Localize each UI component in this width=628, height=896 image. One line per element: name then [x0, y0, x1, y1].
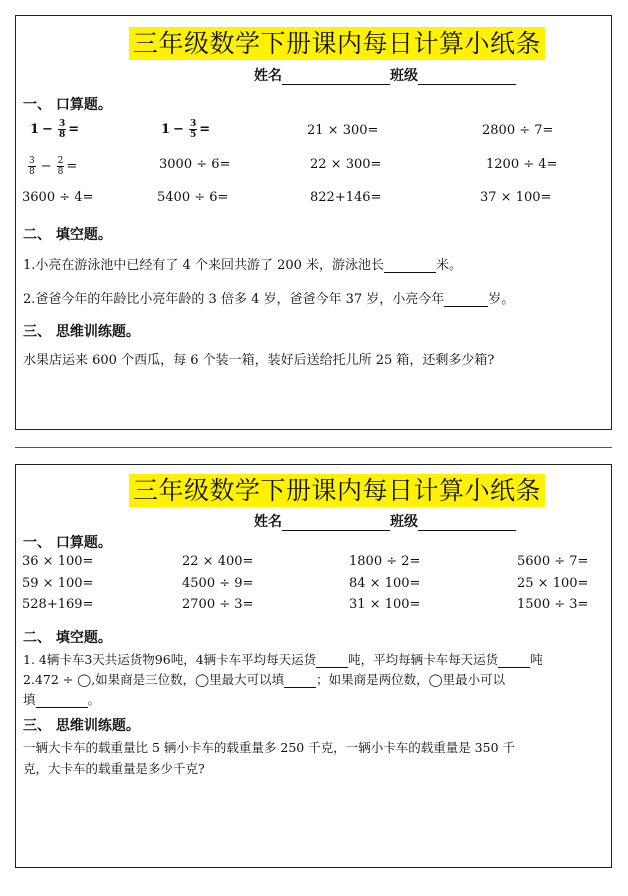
section-oral-heading: 一、 口算题。 — [23, 535, 112, 551]
name-class-row — [254, 65, 516, 85]
oral-item: 84 × 100= — [349, 576, 421, 591]
section-thinking-heading: 三、 思维训练题。 — [23, 718, 140, 734]
answer-blank[interactable] — [284, 675, 316, 688]
oral-item: 2800 ÷ 7= — [482, 123, 554, 138]
oral-item: 528+169= — [22, 597, 94, 612]
fill-question-2: 2.爸爸今年的年龄比小亮年龄的 3 倍多 4 岁，爸爸今年 37 岁，小亮今年 岁。 — [23, 292, 515, 307]
name-blank[interactable] — [282, 70, 390, 85]
oral-item: 1500 ÷ 3= — [517, 597, 589, 612]
name-label: 姓名 — [254, 514, 282, 530]
class-blank[interactable] — [418, 516, 516, 531]
name-class-row — [254, 511, 516, 531]
oral-item: 59 × 100= — [22, 576, 94, 591]
class-label: 班级 — [390, 514, 418, 530]
worksheet-title: 三年级数学下册课内每日计算小纸条 — [129, 27, 545, 60]
oral-fraction-3: $\frac{3}{8}$ − $\frac{2}{8}$ = — [29, 156, 78, 177]
name-label: 姓名 — [254, 68, 282, 84]
oral-item: 3600 ÷ 4= — [22, 190, 94, 205]
answer-blank[interactable] — [444, 294, 488, 307]
class-label: 班级 — [390, 68, 418, 84]
oral-item: 4500 ÷ 9= — [182, 576, 254, 591]
section-fill-heading: 二、 填空题。 — [23, 630, 112, 646]
oral-item: 25 × 100= — [517, 576, 589, 591]
oral-item: 1800 ÷ 2= — [349, 554, 421, 569]
oral-item: 5400 ÷ 6= — [157, 190, 229, 205]
oral-item: 822+146= — [310, 190, 382, 205]
worksheet-card-1 — [15, 15, 612, 430]
oral-item: 5600 ÷ 7= — [517, 554, 589, 569]
oral-item: 36 × 100= — [22, 554, 94, 569]
oral-item: 21 × 300= — [307, 123, 379, 138]
oral-item: 22 × 400= — [182, 554, 254, 569]
fill-question-1: 1.小亮在游泳池中已经有了 4 个来回共游了 200 米，游泳池长 米。 — [23, 258, 463, 273]
worksheet-card-2 — [15, 464, 612, 868]
divider — [15, 447, 612, 448]
oral-item: 22 × 300= — [310, 157, 382, 172]
fill-question-2: 2.472 ÷ ◯,如果商是三位数，◯里最大可以填 ；如果商是两位数，◯里最小可以 — [23, 672, 506, 687]
oral-item: 31 × 100= — [349, 597, 421, 612]
class-blank[interactable] — [418, 70, 516, 85]
section-fill-heading: 二、 填空题。 — [23, 227, 112, 243]
thinking-question-line-1: 一辆大卡车的载重量比 5 辆小卡车的载重量多 250 千克，一辆小卡车的载重量是 350 千 — [23, 740, 516, 755]
oral-item: 3000 ÷ 6= — [159, 157, 231, 172]
section-thinking-heading: 三、 思维训练题。 — [23, 324, 140, 340]
answer-blank[interactable] — [316, 655, 348, 668]
oral-item: 2700 ÷ 3= — [182, 597, 254, 612]
thinking-question-line-2: 克，大卡车的载重量是多少千克? — [23, 761, 205, 776]
oral-fraction-2: 1 − $\frac{3}{5}$ = — [161, 119, 211, 140]
oral-item: 1200 ÷ 4= — [486, 157, 558, 172]
worksheet-title: 三年级数学下册课内每日计算小纸条 — [129, 474, 545, 507]
thinking-question: 水果店运来 600 个西瓜，每 6 个装一箱，装好后送给托儿所 25 箱，还剩多少箱? — [23, 353, 495, 368]
section-oral-heading: 一、 口算题。 — [23, 97, 112, 113]
answer-blank[interactable] — [384, 260, 436, 273]
fill-question-2-cont: 填 。 — [23, 692, 101, 707]
answer-blank[interactable] — [498, 655, 530, 668]
oral-fraction-1: 1 − $\frac{3}{8}$ = — [30, 119, 80, 140]
oral-item: 37 × 100= — [480, 190, 552, 205]
name-blank[interactable] — [282, 516, 390, 531]
answer-blank[interactable] — [36, 695, 88, 708]
fill-question-1: 1. 4辆卡车3天共运货物96吨，4辆卡车平均每天运货 吨，平均每辆卡车每天运货 吨 — [23, 652, 543, 667]
